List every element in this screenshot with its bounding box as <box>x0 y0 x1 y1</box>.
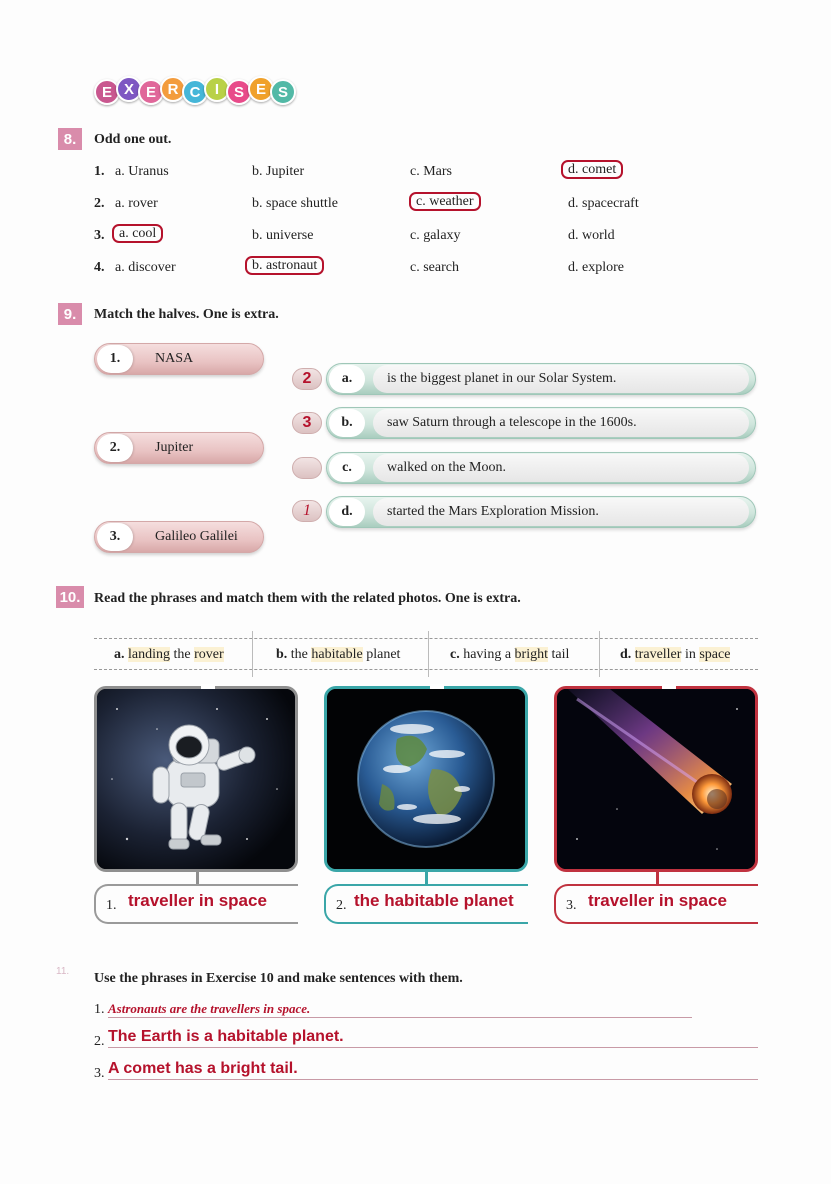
left-half-number: 1. <box>97 345 133 373</box>
left-half-number: 3. <box>97 523 133 551</box>
logo-letter: E <box>138 79 164 105</box>
caption-number: 1. <box>106 898 117 913</box>
sentence-number: 3. <box>94 1066 105 1081</box>
option-3b: b. universe <box>252 228 314 243</box>
exercise-10-number: 10. <box>56 586 84 608</box>
sentence-3-answer[interactable]: A comet has a bright tail. <box>108 1060 298 1077</box>
answer-box-a[interactable]: 2 <box>292 368 322 390</box>
logo-letter: S <box>270 79 296 105</box>
left-half-text: Galileo Galilei <box>155 529 238 544</box>
photo-astronaut <box>94 686 298 872</box>
option-2d: d. spacecraft <box>568 196 639 211</box>
photo-earth <box>324 686 528 872</box>
answer-box-c[interactable] <box>292 457 322 479</box>
right-half-letter: c. <box>329 454 365 482</box>
right-half-text: is the biggest planet in our Solar System. <box>373 365 749 393</box>
option-4b-circled: b. astronaut <box>252 258 324 274</box>
answer-box-d[interactable]: 1 <box>292 500 322 522</box>
logo-letter: S <box>226 79 252 105</box>
phrase-d: d. traveller in space <box>620 647 731 662</box>
caption-number: 3. <box>566 898 577 913</box>
phrase-b: b. the habitable planet <box>276 647 401 662</box>
exercise-9-number: 9. <box>58 303 82 325</box>
option-1c: c. Mars <box>410 164 452 179</box>
list-item: 4. <box>94 260 105 275</box>
left-half-1 <box>94 343 264 375</box>
option-1d-circled: d. comet <box>568 162 623 178</box>
exercise-8-number: 8. <box>58 128 82 150</box>
right-half-a <box>326 363 756 395</box>
answer-line <box>108 1017 692 1018</box>
logo-letter: E <box>248 76 274 102</box>
phrase-c: c. having a bright tail <box>450 647 570 662</box>
option-2a: a. rover <box>115 196 158 211</box>
answer-box-b[interactable]: 3 <box>292 412 322 434</box>
logo-letter: R <box>160 76 186 102</box>
photo-comet <box>554 686 758 872</box>
right-half-letter: d. <box>329 498 365 526</box>
divider <box>252 631 253 677</box>
right-half-text: walked on the Moon. <box>373 454 749 482</box>
sentence-2-answer[interactable]: The Earth is a habitable planet. <box>108 1028 344 1045</box>
exercise-8-title: Odd one out. <box>94 132 172 147</box>
divider <box>428 631 429 677</box>
option-2b: b. space shuttle <box>252 196 338 211</box>
option-3d: d. world <box>568 228 615 243</box>
option-4a: a. discover <box>115 260 176 275</box>
option-1b: b. Jupiter <box>252 164 305 179</box>
photo-tab <box>430 684 444 689</box>
list-item: 1. <box>94 164 105 179</box>
sentence-number: 1. <box>94 1002 105 1017</box>
left-half-2 <box>94 432 264 464</box>
answer-line <box>108 1079 758 1080</box>
right-half-text: saw Saturn through a telescope in the 1600s. <box>373 409 749 437</box>
caption-1[interactable] <box>94 884 298 924</box>
earth-illustration <box>327 689 525 869</box>
exercise-10-title: Read the phrases and match them with the related photos. One is extra. <box>94 591 521 606</box>
option-3c: c. galaxy <box>410 228 461 243</box>
left-half-text: Jupiter <box>155 440 194 455</box>
option-2c-circled: c. weather <box>416 194 481 210</box>
list-item: 3. <box>94 228 105 243</box>
list-item: 2. <box>94 196 105 211</box>
left-half-text: NASA <box>155 351 194 366</box>
photo-tab <box>201 684 215 689</box>
logo-letter: X <box>116 76 142 102</box>
comet-illustration <box>557 689 755 869</box>
right-half-b <box>326 407 756 439</box>
caption-2[interactable] <box>324 884 528 924</box>
astronaut-illustration <box>97 689 295 869</box>
right-half-letter: a. <box>329 365 365 393</box>
option-4d: d. explore <box>568 260 624 275</box>
phrase-bar <box>94 638 758 670</box>
right-half-text: started the Mars Exploration Mission. <box>373 498 749 526</box>
caption-answer: the habitable planet <box>354 891 514 910</box>
sentence-1-answer[interactable]: Astronauts are the travellers in space. <box>108 1001 311 1016</box>
exercise-9-title: Match the halves. One is extra. <box>94 307 279 322</box>
caption-number: 2. <box>336 898 347 913</box>
exercise-11-title: Use the phrases in Exercise 10 and make sentences with them. <box>94 971 463 986</box>
caption-answer: traveller in space <box>588 891 727 910</box>
option-3a-circled: a. cool <box>119 226 163 242</box>
left-half-3 <box>94 521 264 553</box>
caption-3[interactable] <box>554 884 758 924</box>
exercise-11-number: 11. <box>56 966 70 977</box>
answer-line <box>108 1047 758 1048</box>
caption-answer: traveller in space <box>128 891 267 910</box>
phrase-a: a. landing the rover <box>114 647 224 662</box>
logo-letter: E <box>94 79 120 105</box>
right-half-c <box>326 452 756 484</box>
sentence-number: 2. <box>94 1034 105 1049</box>
option-4c: c. search <box>410 260 459 275</box>
photo-tab <box>662 684 676 689</box>
logo-letter: I <box>204 76 230 102</box>
option-1a: a. Uranus <box>115 164 169 179</box>
divider <box>599 631 600 677</box>
right-half-d <box>326 496 756 528</box>
logo-letter: C <box>182 79 208 105</box>
exercises-logo <box>94 76 292 106</box>
right-half-letter: b. <box>329 409 365 437</box>
left-half-number: 2. <box>97 434 133 462</box>
